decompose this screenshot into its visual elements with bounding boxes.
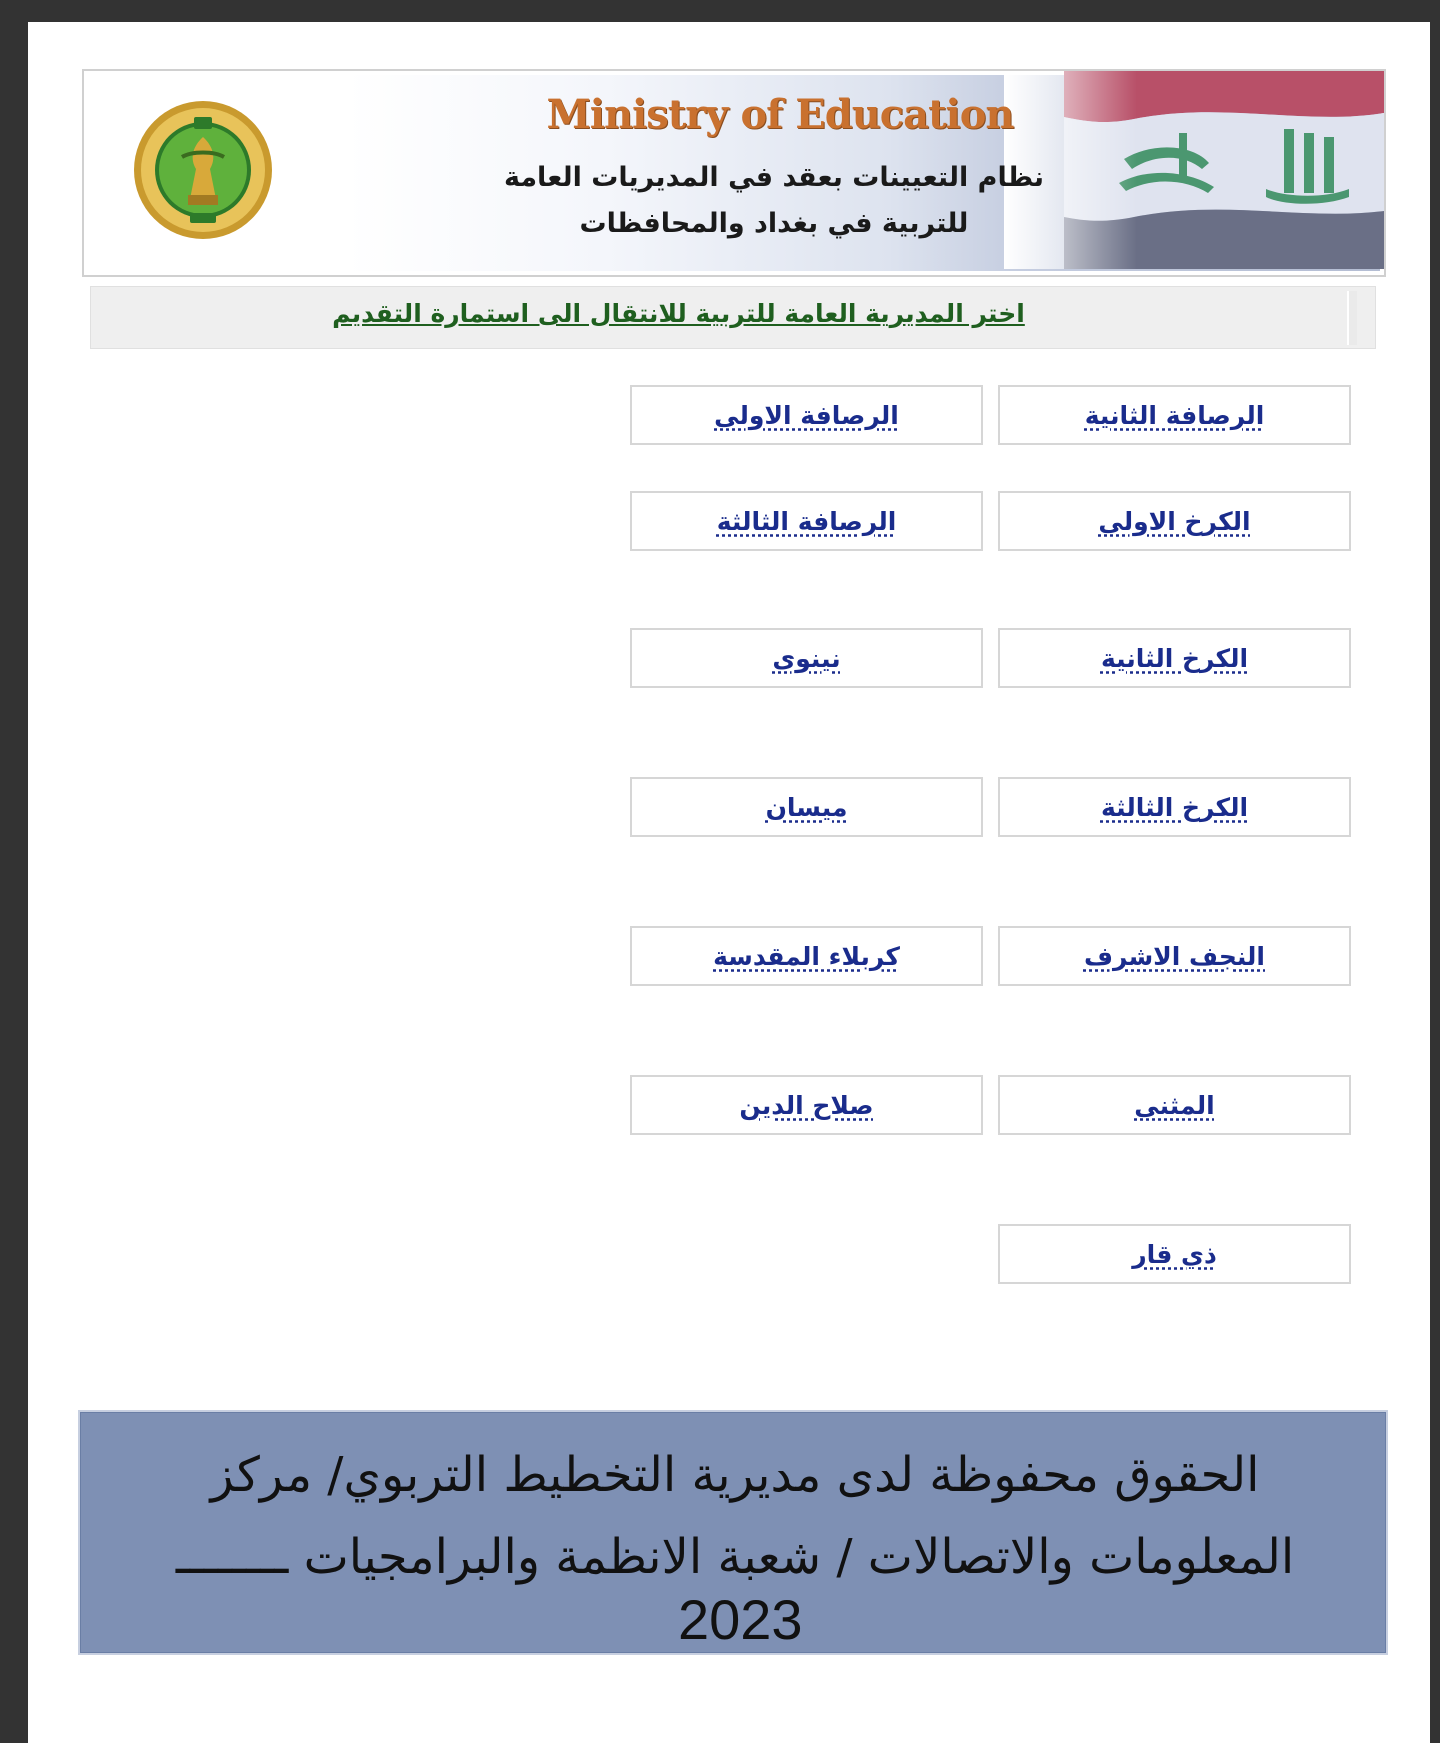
directorate-link-karkh-2[interactable]	[998, 628, 1351, 688]
copyright-footer	[78, 1410, 1388, 1655]
directorate-link-salahaddin[interactable]	[630, 1075, 983, 1135]
copyright-line-1: الحقوق محفوظة لدى مديرية التخطيط التربوي/ مركز	[210, 1447, 1260, 1503]
directorate-label: النجف الاشرف	[1083, 941, 1266, 971]
copyright-line-2: المعلومات والاتصالات / شعبة الانظمة والبرامجيات ــــــــ	[175, 1529, 1295, 1585]
directorate-label: الكرخ الثانية	[1100, 643, 1249, 673]
copyright-text	[120, 1434, 1350, 1598]
directorate-label: الرصافة الثالثة	[716, 506, 897, 536]
header-banner	[82, 69, 1386, 277]
ministry-seal-logo	[132, 99, 274, 241]
directorate-link-rusafa-1[interactable]	[630, 385, 983, 445]
directorate-label: الكرخ الثالثة	[1100, 792, 1249, 822]
directorate-label: صلاح الدين	[739, 1090, 874, 1120]
directorate-link-rusafa-2[interactable]	[998, 385, 1351, 445]
window-right-border	[1430, 0, 1440, 1743]
directorate-label: ذي قار	[1132, 1239, 1217, 1269]
directorate-link-dhiqar[interactable]	[998, 1224, 1351, 1284]
directorate-link-maysan[interactable]	[630, 777, 983, 837]
directorate-link-rusafa-3[interactable]	[630, 491, 983, 551]
system-title-line-1: نظام التعيينات بعقد في المديريات العامة	[503, 162, 1045, 193]
directorate-label: كربلاء المقدسة	[713, 941, 900, 971]
system-title	[454, 155, 1094, 247]
ministry-title: Ministry of Education	[546, 91, 1014, 138]
system-title-line-2: للتربية في بغداد والمحافظات	[579, 208, 969, 239]
directorate-label: نينوى	[772, 643, 841, 673]
window-top-border	[0, 0, 1440, 22]
directorate-label: الكرخ الاولى	[1098, 506, 1251, 536]
directorate-label: المثنى	[1134, 1090, 1215, 1120]
instruction-strip	[90, 286, 1376, 349]
directorate-link-karkh-3[interactable]	[998, 777, 1351, 837]
directorate-link-muthanna[interactable]	[998, 1075, 1351, 1135]
copyright-year: 2023	[678, 1588, 803, 1651]
instruction-text: اختر المديرية العامة للتربية للانتقال الى استمارة التقديم	[332, 299, 1025, 328]
directorate-label: ميسان	[765, 792, 848, 822]
directorate-link-nineveh[interactable]	[630, 628, 983, 688]
directorate-link-najaf[interactable]	[998, 926, 1351, 986]
directorate-label: الرصافة الثانية	[1084, 400, 1265, 430]
directorate-link-karbala[interactable]	[630, 926, 983, 986]
directorate-label: الرصافة الاولى	[714, 400, 899, 430]
directorate-link-karkh-1[interactable]	[998, 491, 1351, 551]
window-left-border	[0, 0, 28, 1743]
strip-edge	[1347, 291, 1357, 345]
